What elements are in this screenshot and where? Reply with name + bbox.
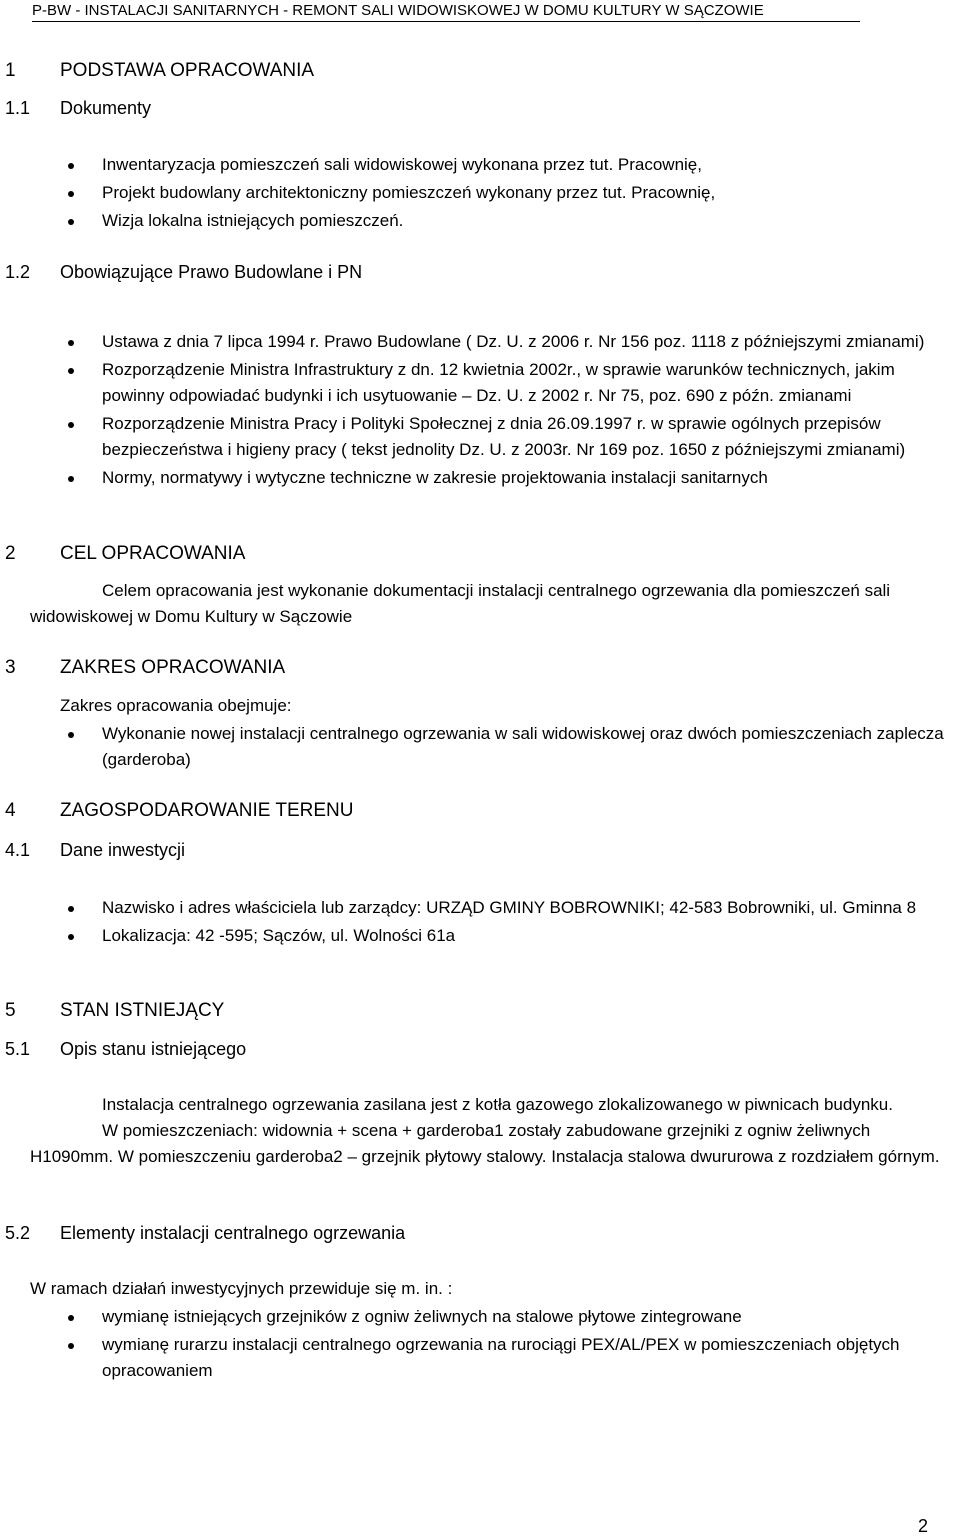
scope-list xyxy=(60,721,955,775)
section-number: 1 xyxy=(5,60,16,81)
section-title: Elementy instalacji centralnego ogrzewania xyxy=(60,1223,406,1243)
section-title: Dane inwestycji xyxy=(60,840,186,860)
section-title: ZAKRES OPRACOWANIA xyxy=(60,657,286,678)
section-number: 1.1 xyxy=(5,98,31,118)
bullet-icon xyxy=(68,476,74,482)
section-5-heading xyxy=(5,1000,905,1024)
list-item: Wizja lokalna istniejących pomieszczeń. xyxy=(60,208,955,234)
page-header: P-BW - INSTALACJI SANITARNYCH - REMONT SALI WIDOWISKOWEJ W DOMU KULTURY W SĄCZOWIE xyxy=(32,2,860,22)
list-item: Wykonanie nowej instalacji centralnego ogrzewania w sali widowiskowej oraz dwóch pomieszczeniach zaplecza (garderoba) xyxy=(60,721,955,773)
list-item: wymianę rurarzu instalacji centralnego ogrzewania na rurociągi PEX/AL/PEX w pomieszczeniach objętych opracowaniem xyxy=(60,1332,955,1384)
list-item: Projekt budowlany architektoniczny pomieszczeń wykonany przez tut. Pracownię, xyxy=(60,180,955,206)
section-title: Obowiązujące Prawo Budowlane i PN xyxy=(60,262,363,282)
bullet-icon xyxy=(68,422,74,428)
section-number: 4.1 xyxy=(5,840,31,860)
elements-intro: W ramach działań inwestycyjnych przewiduje się m. in. : xyxy=(30,1279,453,1298)
section-5-1-heading xyxy=(5,1039,905,1063)
existing-state-paragraph-2: W pomieszczeniach: widownia + scena + garderoba1 zostały zabudowane grzejniki z ogniw żeliwnych H1090mm. W pomieszczeniu garderoba2 – grzejnik płytowy stalowy. Instalacja stalowa dwururowa z rozdziałem górnym. xyxy=(30,1121,940,1166)
bullet-icon xyxy=(68,1315,74,1321)
section-title: CEL OPRACOWANIA xyxy=(60,543,246,564)
list-item: wymianę istniejących grzejników z ogniw żeliwnych na stalowe płytowe zintegrowane xyxy=(60,1304,955,1330)
section-5-2-heading xyxy=(5,1223,905,1247)
list-item: Inwentaryzacja pomieszczeń sali widowiskowej wykonana przez tut. Pracownię, xyxy=(60,152,955,178)
investment-data-list xyxy=(60,895,955,951)
section-title: PODSTAWA OPRACOWANIA xyxy=(60,60,315,81)
list-item: Rozporządzenie Ministra Infrastruktury z dn. 12 kwietnia 2002r., w sprawie warunków technicznych, jakim powinny odpowiadać budynki i ich usytuowanie – Dz. U. z 2002 r. Nr 75, poz. 690 z późn. zmianami xyxy=(60,357,955,409)
section-number: 3 xyxy=(5,657,16,678)
section-title: Dokumenty xyxy=(60,98,152,118)
section-number: 4 xyxy=(5,800,16,821)
bullet-icon xyxy=(68,1343,74,1349)
list-item: Normy, normatywy i wytyczne techniczne w zakresie projektowania instalacji sanitarnych xyxy=(60,465,955,491)
existing-state-paragraph-1: Instalacja centralnego ogrzewania zasilana jest z kotła gazowego zlokalizowanego w piwnicach budynku. xyxy=(102,1095,893,1114)
section-number: 2 xyxy=(5,543,16,564)
section-4-1-heading xyxy=(5,840,905,864)
page-number: 2 xyxy=(917,1516,928,1536)
purpose-paragraph: Celem opracowania jest wykonanie dokumentacji instalacji centralnego ogrzewania dla pomieszczeń sali widowiskowej w Domu Kultury w Sączowie xyxy=(30,581,891,626)
section-number: 5 xyxy=(5,1000,16,1021)
scope-intro: Zakres opracowania obejmuje: xyxy=(60,696,292,715)
bullet-icon xyxy=(68,934,74,940)
section-1-1-heading xyxy=(5,98,905,122)
list-item: Nazwisko i adres właściciela lub zarządcy: URZĄD GMINY BOBROWNIKI; 42-583 Bobrowniki, ul. Gminna 8 xyxy=(60,895,955,921)
list-item: Rozporządzenie Ministra Pracy i Polityki Społecznej z dnia 26.09.1997 r. w sprawie ogólnych przepisów bezpieczeństwa i higieny pracy ( tekst jednolity Dz. U. z 2003r. Nr 169 poz. 1650 z późniejszymi zmianami) xyxy=(60,411,955,463)
bullet-icon xyxy=(68,732,74,738)
bullet-icon xyxy=(68,340,74,346)
section-4-heading xyxy=(5,800,905,824)
section-title: ZAGOSPODAROWANIE TERENU xyxy=(60,800,354,821)
section-title: Opis stanu istniejącego xyxy=(60,1039,247,1059)
section-1-2-heading xyxy=(5,262,905,286)
elements-list xyxy=(60,1304,955,1386)
bullet-icon xyxy=(68,219,74,225)
section-1-heading xyxy=(5,60,905,84)
law-list xyxy=(60,329,955,493)
section-title: STAN ISTNIEJĄCY xyxy=(60,1000,225,1021)
bullet-icon xyxy=(68,906,74,912)
bullet-icon xyxy=(68,163,74,169)
list-item: Lokalizacja: 42 -595; Sączów, ul. Wolności 61a xyxy=(60,923,955,949)
documents-list xyxy=(60,152,955,236)
section-number: 1.2 xyxy=(5,262,31,282)
bullet-icon xyxy=(68,191,74,197)
bullet-icon xyxy=(68,368,74,374)
section-number: 5.1 xyxy=(5,1039,31,1059)
list-item: Ustawa z dnia 7 lipca 1994 r. Prawo Budowlane ( Dz. U. z 2006 r. Nr 156 poz. 1118 z późniejszymi zmianami) xyxy=(60,329,955,355)
section-2-heading xyxy=(5,543,905,567)
section-3-heading xyxy=(5,657,905,681)
section-number: 5.2 xyxy=(5,1223,31,1243)
